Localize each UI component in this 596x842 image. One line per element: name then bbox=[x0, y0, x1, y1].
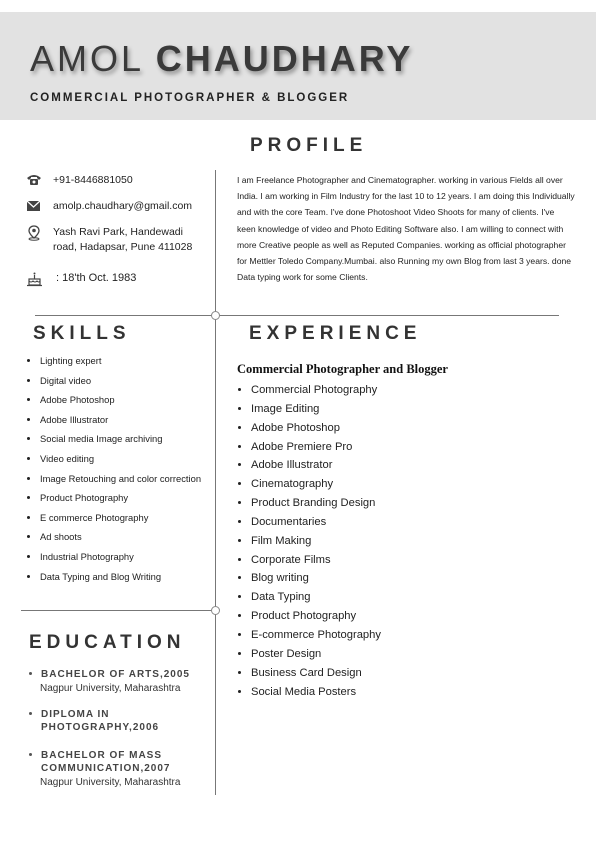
first-name: AMOL bbox=[30, 38, 143, 79]
bullet-dot bbox=[29, 712, 32, 715]
skill-item: • Data Typing and Blog Writing bbox=[40, 567, 220, 587]
skill-item: • Adobe Photoshop bbox=[40, 390, 220, 410]
profile-heading: PROFILE bbox=[250, 135, 368, 156]
divider-junction bbox=[211, 606, 220, 615]
skill-item: • Ad shoots bbox=[40, 527, 220, 547]
skill-item: • Lighting expert bbox=[40, 351, 220, 371]
profile-summary: I am Freelance Photographer and Cinematographer. working in various Fields all over India. I am working in Film Industry for the last 10 to 12 years. I am doing this Individually and with the core Team. I've done Photoshoot Video Shoots for many of clients. I've keen knowledge of video and Photo Editing Software also. I am willing to connect with more Creative people as well as Reputed Companies. working as official photographer for Mettler Toledo Company.Mumbai. also Running my own Blog from last 3 years. done Data typing work for some Clients. bbox=[237, 175, 575, 283]
degree-name: BACHELOR OF ARTS,2005 bbox=[41, 669, 190, 680]
experience-item: • Adobe Illustrator bbox=[251, 456, 381, 475]
header-banner bbox=[0, 12, 596, 120]
divider-junction bbox=[211, 311, 220, 320]
education-entry bbox=[29, 708, 159, 734]
experience-heading: EXPERIENCE bbox=[249, 323, 422, 344]
skill-item: • Product Photography bbox=[40, 488, 220, 508]
phone-number: +91-8446881050 bbox=[53, 174, 133, 186]
experience-item: • Business Card Design bbox=[251, 664, 381, 683]
address-text bbox=[53, 225, 192, 255]
skill-item: • Adobe Illustrator bbox=[40, 410, 220, 430]
education-entry bbox=[29, 749, 180, 790]
experience-item: • Film Making bbox=[251, 532, 381, 551]
experience-item: • Cinematography bbox=[251, 475, 381, 494]
degree-name-continued: COMMUNICATION,2007 bbox=[41, 763, 171, 774]
institution-name: Nagpur University, Maharashtra bbox=[40, 683, 181, 694]
horizontal-divider-bottom bbox=[21, 610, 215, 611]
email-icon bbox=[26, 199, 42, 213]
degree-name: DIPLOMA IN bbox=[41, 709, 110, 720]
bullet-dot bbox=[29, 672, 32, 675]
experience-item: • Commercial Photography bbox=[251, 381, 381, 400]
address-line-1: Yash Ravi Park, Handewadi bbox=[53, 226, 183, 238]
skill-item: • Video editing bbox=[40, 449, 220, 469]
experience-item: • Blog writing bbox=[251, 569, 381, 588]
experience-item: • Data Typing bbox=[251, 588, 381, 607]
experience-item: • Social Media Posters bbox=[251, 683, 381, 702]
experience-item: • E-commerce Photography bbox=[251, 626, 381, 645]
candidate-name bbox=[30, 38, 413, 80]
location-icon bbox=[26, 225, 42, 239]
last-name: CHAUDHARY bbox=[155, 38, 414, 79]
experience-item: • Adobe Premiere Pro bbox=[251, 438, 381, 457]
education-heading: EDUCATION bbox=[29, 632, 186, 653]
skills-list bbox=[24, 351, 220, 586]
skill-item: • Industrial Photography bbox=[40, 547, 220, 567]
experience-item: • Image Editing bbox=[251, 400, 381, 419]
horizontal-divider-top bbox=[35, 315, 559, 316]
skill-item: • Digital video bbox=[40, 371, 220, 391]
birthday-date: : 18'th Oct. 1983 bbox=[56, 272, 137, 284]
skill-item: • Social media Image archiving bbox=[40, 429, 220, 449]
address-line-2: road, Hadapsar, Pune 411028 bbox=[53, 241, 193, 253]
experience-list bbox=[237, 381, 381, 701]
experience-item: • Product Branding Design bbox=[251, 494, 381, 513]
experience-item: • Adobe Photoshop bbox=[251, 419, 381, 438]
experience-item: • Poster Design bbox=[251, 645, 381, 664]
experience-item: • Product Photography bbox=[251, 607, 381, 626]
skill-item: • E commerce Photography bbox=[40, 508, 220, 528]
bullet-dot bbox=[29, 753, 32, 756]
experience-job-title: Commercial Photographer and Blogger bbox=[237, 362, 448, 376]
experience-item: • Corporate Films bbox=[251, 551, 381, 570]
job-subtitle: COMMERCIAL PHOTOGRAPHER & BLOGGER bbox=[30, 92, 350, 104]
education-entry bbox=[29, 668, 190, 696]
email-address: amolp.chaudhary@gmail.com bbox=[53, 200, 193, 212]
birthday-cake-icon bbox=[26, 271, 42, 285]
institution-name: Nagpur University, Maharashtra bbox=[40, 777, 181, 788]
degree-name-continued: PHOTOGRAPHY,2006 bbox=[41, 722, 160, 733]
experience-item: • Documentaries bbox=[251, 513, 381, 532]
phone-icon bbox=[26, 173, 42, 187]
skills-heading: SKILLS bbox=[33, 323, 131, 344]
skill-item: • Image Retouching and color correction bbox=[40, 469, 220, 489]
degree-name: BACHELOR OF MASS bbox=[41, 750, 162, 761]
